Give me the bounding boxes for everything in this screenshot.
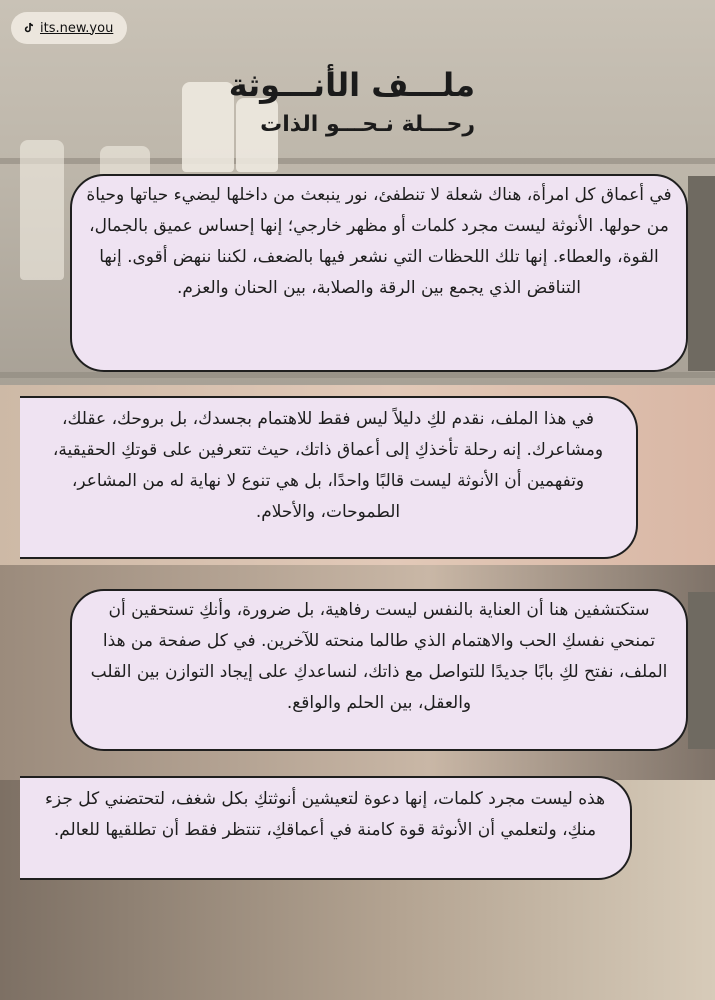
- dark-side-strip: [688, 592, 715, 749]
- bottle-shape: [20, 140, 64, 280]
- text-card-self-care: ستكتشفين هنا أن العناية بالنفس ليست رفاهية، بل ضرورة، وأنكِ تستحقين أن تمنحي نفسكِ الحب والاهتمام الذي طالما منحته للآخرين. في كل صفحة من هذا الملف، نفتح لكِ بابًا جديدًا للتواصل مع ذاتك، لنساعدكِ على إيجاد التوازن بين القلب والعقل، بين الحلم والواقع.: [70, 589, 688, 751]
- page-subtitle: رحـــلة نـحـــو الذات: [260, 112, 475, 137]
- text-card-guide: في هذا الملف، نقدم لكِ دليلاً ليس فقط للاهتمام بجسدك، بل بروحك، عقلك، ومشاعرك. إنه رحلة تأخذكِ إلى أعماق ذاتك، حيث تتعرفين على قوتكِ الحقيقية، وتفهمين أن الأنوثة ليست قالبًا واحدًا، بل هي تنوع لا نهاية له من المشاعر، الطموحات، والأحلام.: [20, 396, 638, 559]
- text-card-invitation: هذه ليست مجرد كلمات، إنها دعوة لتعيشين أنوثتكِ بكل شغف، لتحتضني كل جزء منكِ، ولتعلمي أن الأنوثة قوة كامنة في أعماقكِ، تنتظر فقط أن تطلقيها للعالم.: [20, 776, 632, 880]
- dark-side-strip: [688, 176, 715, 371]
- tiktok-icon: [23, 22, 35, 34]
- bottle-shape: [182, 82, 234, 172]
- source-tag-text: its.new.you: [40, 20, 114, 36]
- shelf-line: [0, 372, 715, 378]
- page-title: ملـــف الأنـــوثة: [228, 66, 475, 104]
- text-card-intro: في أعماق كل امرأة، هناك شعلة لا تنطفئ، نور ينبعث من داخلها ليضيء حياتها وحياة من حولها. الأنوثة ليست مجرد كلمات أو مظهر خارجي؛ إنها إحساس عميق بالجمال، القوة، والعطاء. إنها تلك اللحظات التي نشعر فيها بالضعف، لكننا ننهض أقوى. إنها التناقض الذي يجمع بين الرقة والصلابة، بين الحنان والعزم.: [70, 174, 688, 372]
- source-tag[interactable]: [11, 12, 127, 44]
